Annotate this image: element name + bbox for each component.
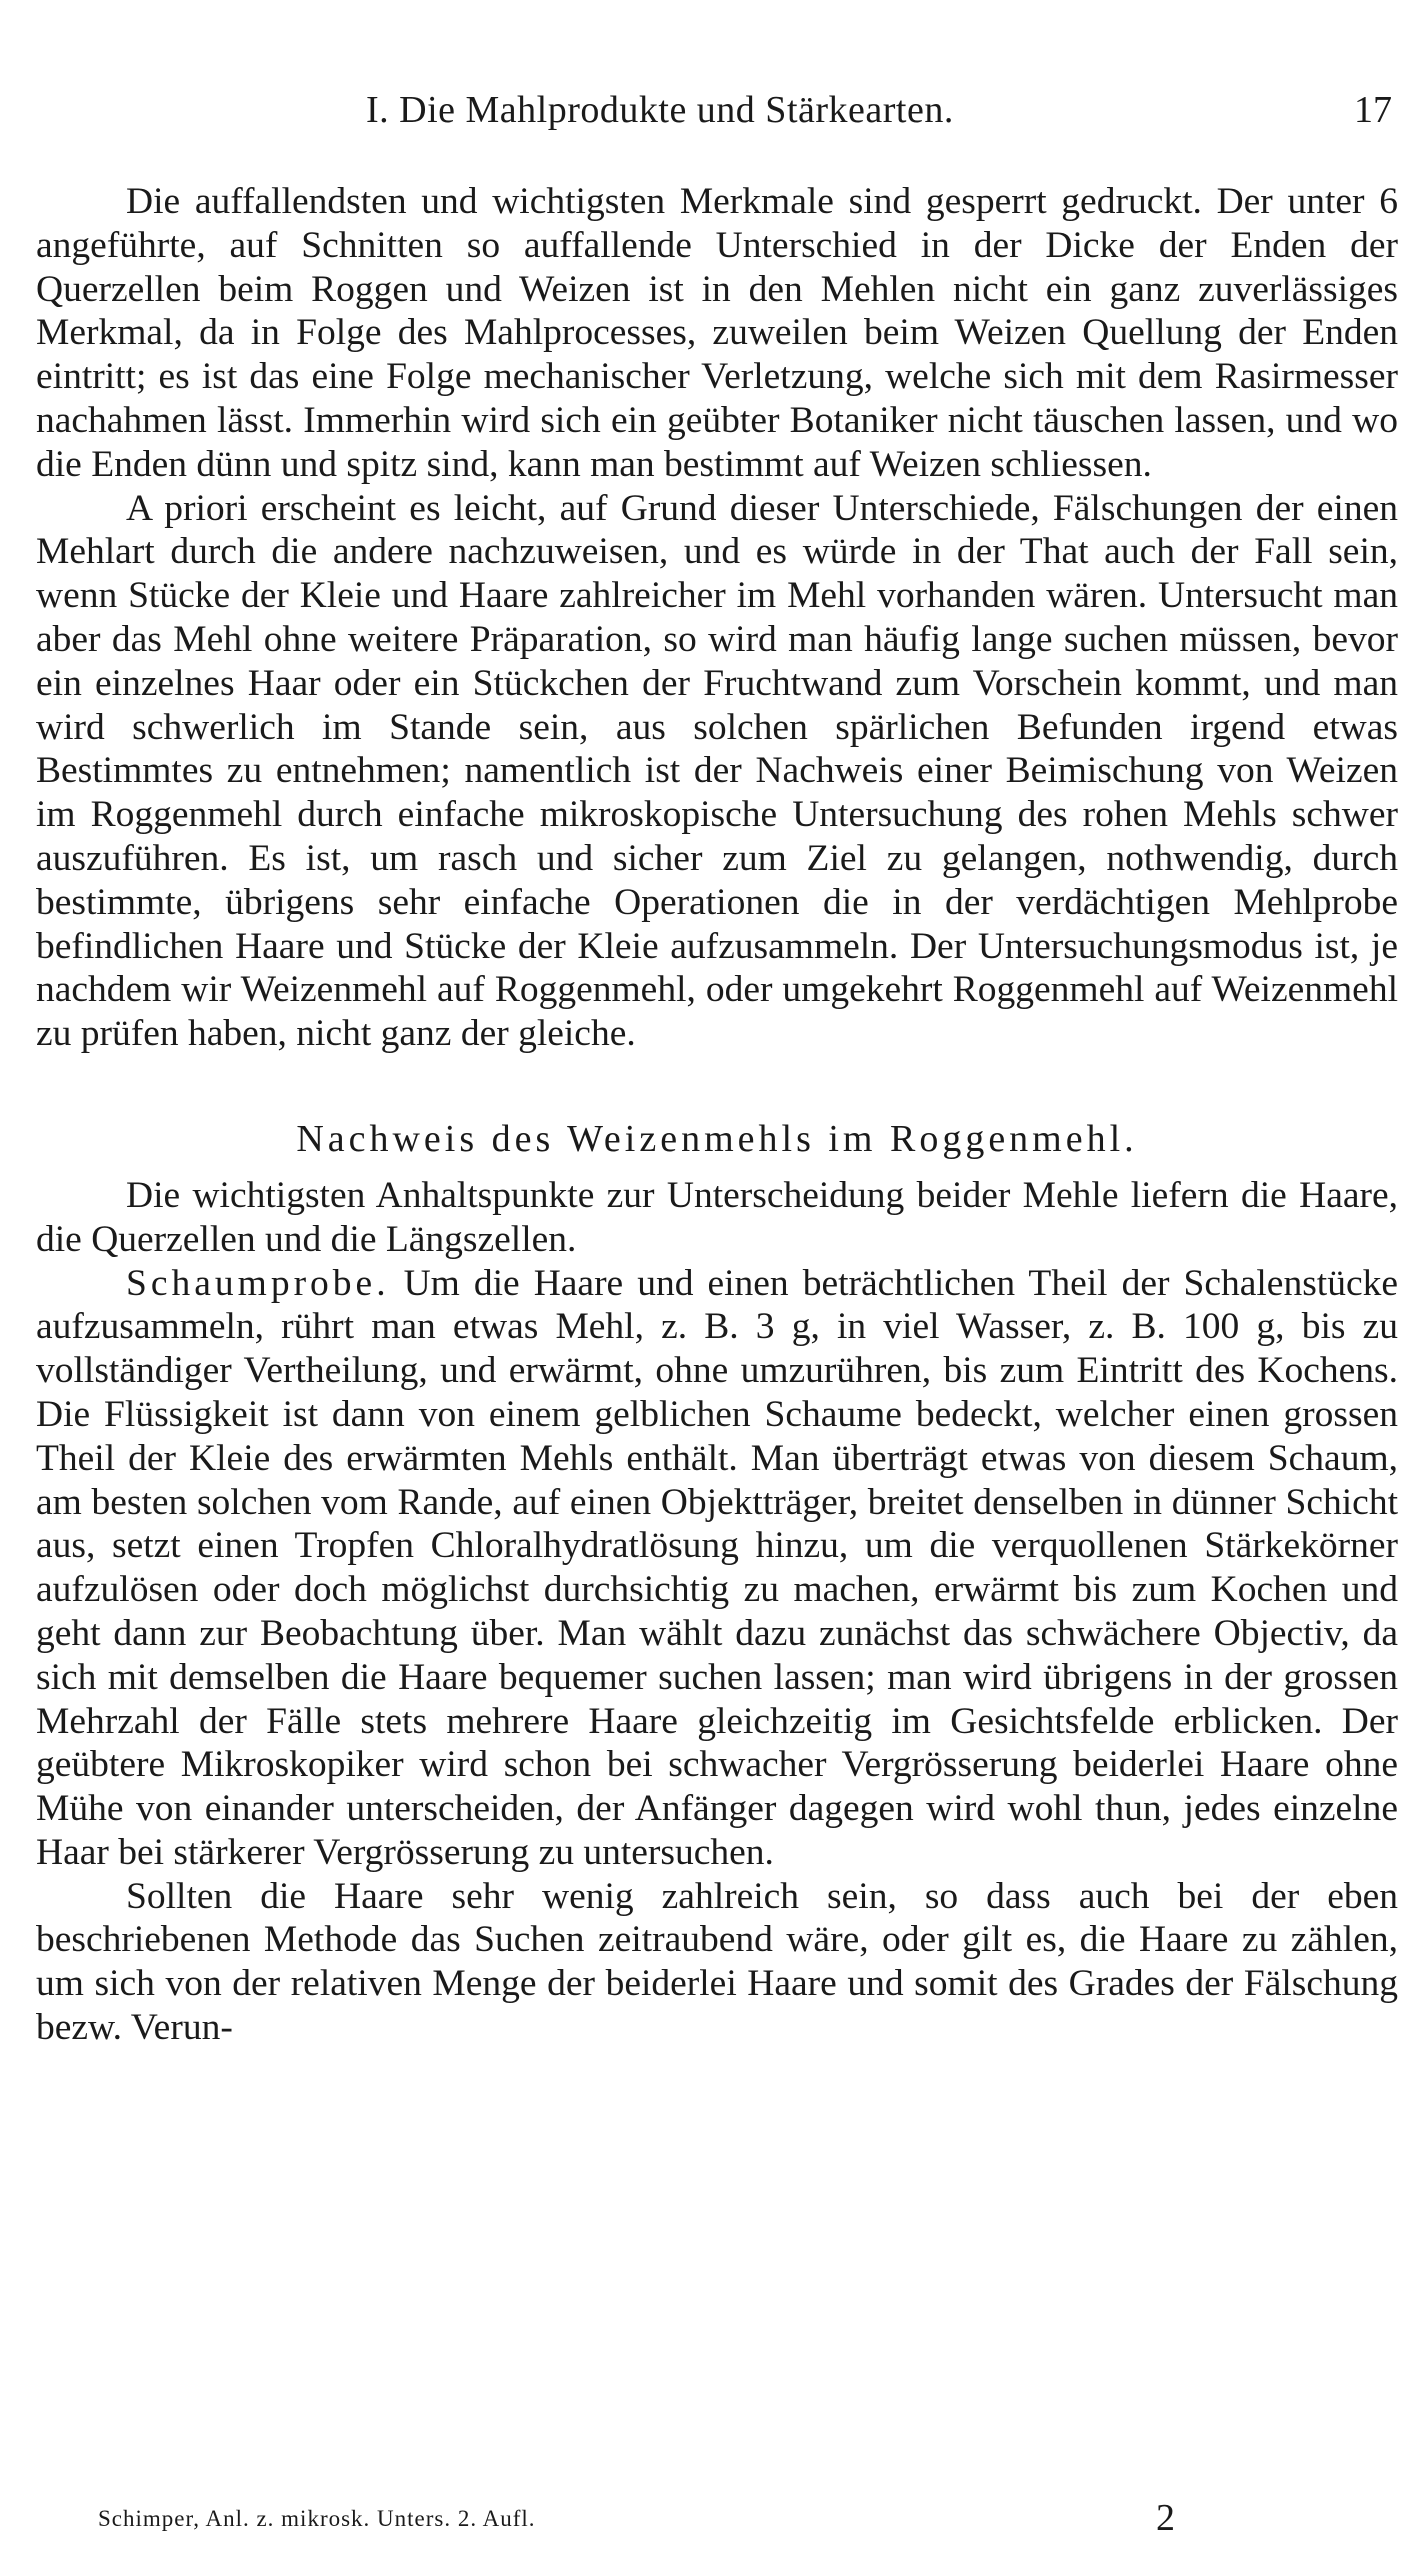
signature-mark: 2 (1156, 2497, 1175, 2539)
paragraph-a-priori: A priori erscheint es leicht, auf Grund dieser Unterschiede, Fälschungen der einen Mehlart durch die andere nachzuweisen, und es würde in der That auch der Fall sein, wenn Stücke der Kleie und Haare zahlreicher im Mehl vorhanden wären. Untersucht man aber das Mehl ohne weitere Präparation, so wird man häufig lange suchen müssen, bevor ein einzelnes Haar oder ein Stückchen der Fruchtwand zum Vorschein kommt, und man wird schwerlich im Stande sein, aus solchen spärlichen Befunden irgend etwas Bestimmtes zu entnehmen; namentlich ist der Nachweis einer Beimischung von Weizen im Roggenmehl durch einfache mikroskopische Untersuchung des rohen Mehls schwer auszuführen. Es ist, um rasch und sicher zum Ziel zu gelangen, nothwendig, durch bestimmte, übrigens sehr einfache Operationen die in der verdächtigen Mehlprobe befindlichen Haare und Stücke der Kleie aufzusammeln. Der Untersuchungsmodus ist, je nachdem wir Weizenmehl auf Roggenmehl, oder umgekehrt Roggenmehl auf Weizenmehl zu prüfen haben, nicht ganz der gleiche. (36, 487, 1398, 1055)
paragraph-schaumprobe (36, 1262, 1398, 1875)
running-header (36, 86, 1398, 134)
paragraph-last: Sollten die Haare sehr wenig zahlreich sein, so dass auch bei der eben beschriebenen Methode das Suchen zeitraubend wäre, oder gilt es, die Haare zu zählen, um sich von der relativen Menge der beiderlei Haare und somit des Grades der Fälschung bezw. Verun- (36, 1875, 1398, 2049)
body-text (36, 180, 1398, 2050)
paragraph-section-intro: Die wichtigsten Anhaltspunkte zur Unterscheidung beider Mehle liefern die Haare, die Querzellen und die Längszellen. (36, 1174, 1398, 1260)
page-number: 17 (1354, 89, 1392, 131)
schaumprobe-lead: Schaumprobe. (126, 1262, 390, 1304)
section-heading: Nachweis des Weizenmehls im Roggenmehl. (296, 1117, 1138, 1160)
page-footer (36, 2496, 1398, 2540)
running-title: I. Die Mahlprodukte und Stärkearten. (366, 89, 954, 131)
footer-citation: Schimper, Anl. z. mikrosk. Unters. 2. Aufl. (98, 2506, 536, 2531)
schaumprobe-text: Um die Haare und einen beträchtlichen Theil der Schalenstücke aufzusammeln, rührt man etwas Mehl, z. B. 3 g, in viel Wasser, z. B. 100 g, bis zu vollständiger Vertheilung, und erwärmt, ohne umzurühren, bis zum Eintritt des Kochens. Die Flüssigkeit ist dann von einem gelblichen Schaume bedeckt, welcher einen grossen Theil der Kleie des erwärmten Mehls enthält. Man überträgt etwas von diesem Schaum, am besten solchen vom Rande, auf einen Objektträger, breitet denselben in dünner Schicht aus, setzt einen Tropfen Chloralhydratlösung hinzu, um die verquollenen Stärkekörner aufzulösen oder doch möglichst durchsichtig zu machen, erwärmt bis zum Kochen und geht dann zur Beobachtung über. Man wählt dazu zunächst das schwächere Objectiv, da sich mit demselben die Haare bequemer suchen lassen; man wird übrigens in der grossen Mehrzahl der Fälle stets mehrere Haare gleichzeitig im Gesichtsfelde erblicken. Der geübtere Mikroskopiker wird schon bei schwacher Vergrösserung beiderlei Haare ohne Mühe von einander unterscheiden, der Anfänger dagegen wird wohl thun, jedes einzelne Haar bei stärkerer Vergrösserung zu untersuchen. (36, 1262, 1398, 1873)
paragraph-merkmale: Die auffallendsten und wichtigsten Merkmale sind gesperrt gedruckt. Der unter 6 angeführte, auf Schnitten so auffallende Unterschied in der Dicke der Enden der Querzellen beim Roggen und Weizen ist in den Mehlen nicht ein ganz zuverlässiges Merkmal, da in Folge des Mahlprocesses, zuweilen beim Weizen Quellung der Enden eintritt; es ist das eine Folge mechanischer Verletzung, welche sich mit dem Rasirmesser nachahmen lässt. Immerhin wird sich ein geübter Botaniker nicht täuschen lassen, und wo die Enden dünn und spitz sind, kann man bestimmt auf Weizen schliessen. (36, 181, 1398, 485)
